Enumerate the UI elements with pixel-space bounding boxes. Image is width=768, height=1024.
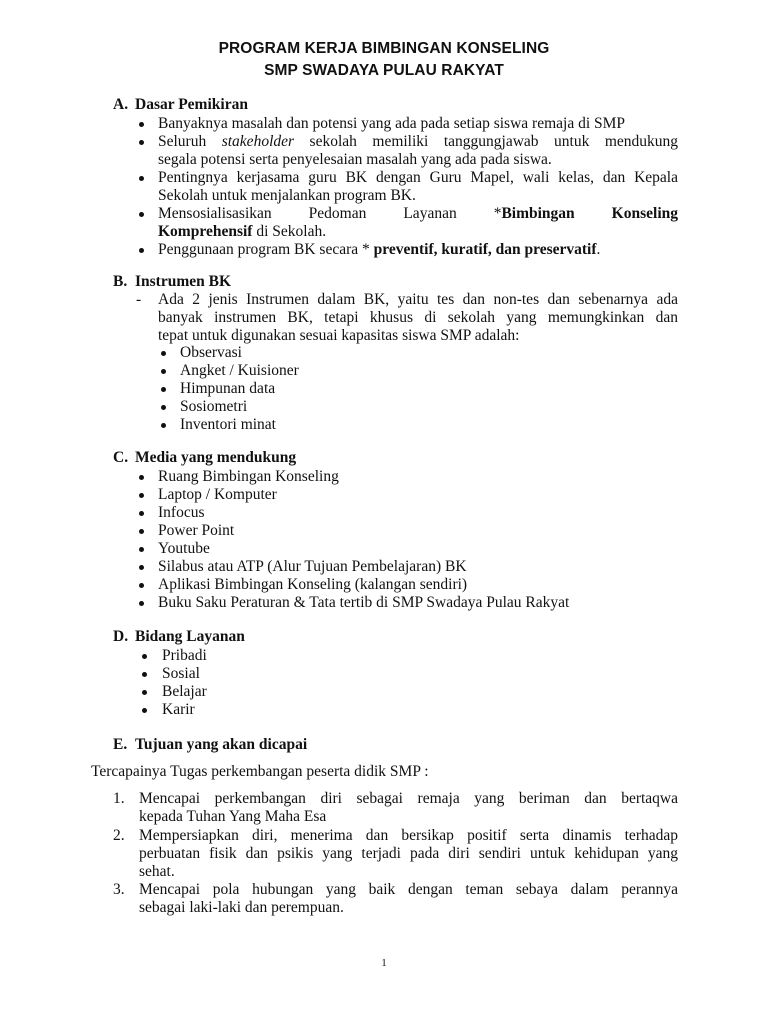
c-item-8-text: Buku Saku Peraturan & Tata tertib di SMP Swadaya Pulau Rakyat bbox=[158, 594, 570, 611]
d-item-2-text: Sosial bbox=[162, 665, 200, 682]
c-item-1-text: Ruang Bimbingan Konseling bbox=[158, 468, 339, 485]
d-item-4-text: Karir bbox=[162, 701, 195, 718]
b-item-2-text: Angket / Kuisioner bbox=[180, 362, 299, 379]
a-bullet-4-bold-2: Komprehensif bbox=[158, 223, 253, 240]
section-c-heading bbox=[113, 449, 296, 467]
a-bullet-4-rest: di Sekolah. bbox=[252, 223, 327, 240]
e-item-2-line-1: Mempersiapkan diri, menerima dan bersikap positif serta dinamis terhadap bbox=[139, 827, 678, 844]
c-item-1 bbox=[158, 468, 339, 486]
bullet-icon bbox=[139, 475, 144, 480]
a-bullet-1 bbox=[158, 115, 678, 133]
b-item-4-text: Sosiometri bbox=[180, 398, 248, 415]
a-bullet-5-bold: preventif, kuratif, dan preservatif bbox=[373, 241, 597, 258]
c-item-4 bbox=[158, 522, 234, 540]
a-bullet-2-line-2: segala potensi serta penyelesaian masalah yang ada pada siswa. bbox=[158, 151, 552, 168]
c-item-2-text: Laptop / Komputer bbox=[158, 486, 277, 503]
a-bullet-5 bbox=[158, 241, 678, 259]
b-item-5 bbox=[180, 416, 276, 434]
bullet-icon bbox=[139, 140, 144, 145]
a-bullet-2-italic: stakeholder bbox=[221, 133, 295, 150]
bullet-icon bbox=[161, 423, 166, 428]
bullet-icon bbox=[139, 248, 144, 253]
section-e-heading bbox=[113, 736, 307, 754]
bullet-icon bbox=[139, 176, 144, 181]
b-item-3 bbox=[180, 380, 275, 398]
bullet-icon bbox=[139, 212, 144, 217]
e-item-1-line-1: Mencapai perkembangan diri sebagai remaja yang beriman dan bertaqwa bbox=[139, 790, 678, 807]
section-e-title: Tujuan yang akan dicapai bbox=[135, 736, 308, 753]
section-a-heading bbox=[113, 96, 248, 114]
bullet-icon bbox=[161, 351, 166, 356]
bullet-icon bbox=[142, 654, 147, 659]
b-item-1 bbox=[180, 344, 242, 362]
d-item-3-text: Belajar bbox=[162, 683, 207, 700]
bullet-icon bbox=[139, 122, 144, 127]
c-item-3 bbox=[158, 504, 205, 522]
d-item-1 bbox=[162, 647, 207, 665]
a-bullet-4-pre: Mensosialisasikan Pedoman Layanan * bbox=[158, 205, 502, 222]
d-item-3 bbox=[162, 683, 207, 701]
e-item-1-line-2: kepada Tuhan Yang Maha Esa bbox=[139, 808, 327, 825]
e-intro: Tercapainya Tugas perkembangan peserta didik SMP : bbox=[91, 763, 429, 780]
c-item-2 bbox=[158, 486, 277, 504]
bullet-icon bbox=[142, 708, 147, 713]
d-item-1-text: Pribadi bbox=[162, 647, 207, 664]
b-item-1-text: Observasi bbox=[180, 344, 242, 361]
bullet-icon bbox=[139, 565, 144, 570]
bullet-icon bbox=[139, 547, 144, 552]
e-item-3-line-2: sebagai laki-laki dan perempuan. bbox=[139, 899, 344, 916]
e-item-2-line-3: sehat. bbox=[139, 863, 175, 880]
section-b-heading bbox=[113, 273, 231, 291]
c-item-4-text: Power Point bbox=[158, 522, 235, 539]
doc-title-line-2: SMP SWADAYA PULAU RAKYAT bbox=[264, 62, 504, 79]
d-item-4 bbox=[162, 701, 195, 719]
doc-title-line-1: PROGRAM KERJA BIMBINGAN KONSELING bbox=[218, 40, 550, 57]
b-item-5-text: Inventori minat bbox=[180, 416, 276, 433]
a-bullet-5-end: . bbox=[596, 241, 601, 258]
bullet-icon bbox=[139, 601, 144, 606]
d-item-2 bbox=[162, 665, 200, 683]
a-bullet-4-bold: Bimbingan Konseling bbox=[501, 205, 678, 222]
b-item-2 bbox=[180, 362, 299, 380]
a-bullet-5-pre: Penggunaan program BK secara * bbox=[158, 241, 374, 258]
a-bullet-3-line-1 bbox=[158, 169, 678, 187]
page-number: 1 bbox=[381, 957, 387, 969]
c-item-7 bbox=[158, 576, 467, 594]
bullet-icon bbox=[161, 369, 166, 374]
c-item-6-text: Silabus atau ATP (Alur Tujuan Pembelajaran) BK bbox=[158, 558, 467, 575]
e-item-3-number: 3. bbox=[113, 881, 125, 898]
section-c-title: Media yang mendukung bbox=[135, 449, 297, 466]
a-bullet-4-line-1 bbox=[158, 205, 678, 223]
b-paragraph-line-2: banyak instrumen BK, tetapi khusus di sekolah yang memungkinkan dan bbox=[158, 309, 678, 326]
c-item-5 bbox=[158, 540, 210, 558]
a-bullet-2-rest: sekolah memiliki tanggungjawab untuk mendukung bbox=[309, 133, 679, 150]
section-e-letter: E. bbox=[113, 736, 128, 753]
bullet-icon bbox=[139, 583, 144, 588]
section-a-title: Dasar Pemikiran bbox=[135, 96, 248, 113]
e-item-2-line-2: perbuatan fisik dan psikis yang terjadi pada diri sendiri untuk kehidupan yang bbox=[139, 845, 678, 862]
section-c-letter: C. bbox=[113, 449, 129, 466]
c-item-7-text: Aplikasi Bimbingan Konseling (kalangan sendiri) bbox=[158, 576, 468, 593]
c-item-3-text: Infocus bbox=[158, 504, 205, 521]
c-item-6 bbox=[158, 558, 467, 576]
a-bullet-4-line-2 bbox=[158, 223, 678, 241]
bullet-icon bbox=[142, 690, 147, 695]
a-bullet-3-line-2: Sekolah untuk menjalankan program BK. bbox=[158, 187, 416, 204]
b-item-3-text: Himpunan data bbox=[180, 380, 276, 397]
a-bullet-3-text: Pentingnya kerjasama guru BK dengan Guru Mapel, wali kelas, dan Kepala bbox=[158, 169, 678, 186]
e-item-1-number: 1. bbox=[113, 790, 125, 807]
a-bullet-1-text: Banyaknya masalah dan potensi yang ada pada setiap siswa remaja di SMP bbox=[158, 115, 626, 132]
section-d-title: Bidang Layanan bbox=[135, 628, 245, 645]
section-b-title: Instrumen BK bbox=[135, 273, 232, 290]
bullet-icon bbox=[139, 511, 144, 516]
bullet-icon bbox=[139, 529, 144, 534]
a-bullet-2-pre: Seluruh bbox=[158, 133, 207, 150]
bullet-icon bbox=[139, 493, 144, 498]
section-b-letter: B. bbox=[113, 273, 128, 290]
c-item-5-text: Youtube bbox=[158, 540, 210, 557]
a-bullet-2-line-1 bbox=[158, 133, 678, 151]
bullet-icon bbox=[142, 672, 147, 677]
b-dash-marker: - bbox=[136, 291, 142, 308]
bullet-icon bbox=[161, 405, 166, 410]
b-item-4 bbox=[180, 398, 247, 416]
e-item-2-number: 2. bbox=[113, 827, 125, 844]
bullet-icon bbox=[161, 387, 166, 392]
section-d-heading bbox=[113, 628, 245, 646]
section-d-letter: D. bbox=[113, 628, 129, 645]
e-item-3-line-1: Mencapai pola hubungan yang baik dengan teman sebaya dalam perannya bbox=[139, 881, 678, 898]
c-item-8 bbox=[158, 594, 569, 612]
section-a-letter: A. bbox=[113, 96, 129, 113]
b-paragraph-line-1: Ada 2 jenis Instrumen dalam BK, yaitu tes dan non-tes dan sebenarnya ada bbox=[158, 291, 678, 308]
b-paragraph-line-3: tepat untuk digunakan sesuai kapasitas siswa SMP adalah: bbox=[158, 327, 520, 344]
